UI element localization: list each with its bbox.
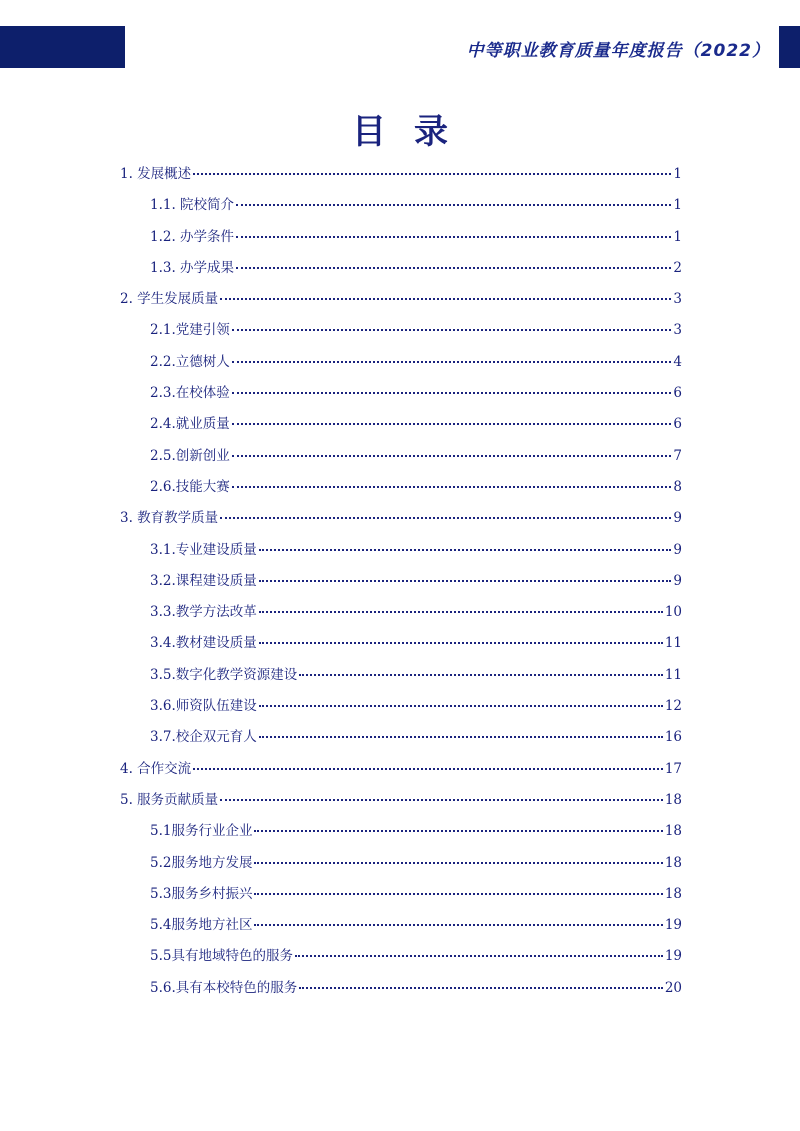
toc-entry-page-number: 1	[673, 228, 682, 245]
toc-entry-label: 3.6.师资队伍建设	[150, 698, 257, 715]
toc-entry-label: 1. 发展概述	[120, 166, 192, 182]
toc-entry-label: 5.6.具有本校特色的服务	[150, 979, 298, 996]
toc-dot-leader	[295, 955, 663, 957]
toc-entry[interactable]	[120, 694, 682, 725]
toc-dot-leader	[193, 173, 671, 175]
header-accent-block-right	[779, 26, 800, 68]
toc-entry[interactable]	[120, 569, 682, 600]
toc-dot-leader	[259, 580, 672, 582]
toc-entry-label: 1.3. 办学成果	[150, 259, 235, 276]
toc-dot-leader	[232, 455, 672, 457]
toc-entry[interactable]	[120, 350, 682, 381]
toc-entry[interactable]	[120, 944, 682, 975]
report-header-title: 中等职业教育质量年度报告（2022）	[466, 41, 770, 61]
toc-heading: 目录	[352, 112, 476, 152]
toc-entry[interactable]	[120, 256, 682, 287]
toc-entry-label: 3.4.教材建设质量	[150, 635, 257, 652]
toc-dot-leader	[254, 830, 662, 832]
toc-entry-page-number: 4	[673, 353, 682, 370]
toc-dot-leader	[236, 267, 671, 269]
toc-entry[interactable]	[120, 318, 682, 349]
toc-entry-page-number: 9	[673, 510, 682, 527]
toc-entry-label: 2.4.就业质量	[150, 416, 230, 433]
toc-entry-page-number: 12	[664, 698, 682, 715]
toc-dot-leader	[232, 392, 672, 394]
toc-entry-page-number: 20	[664, 979, 682, 996]
toc-entry-page-number: 11	[664, 666, 682, 683]
toc-dot-leader	[259, 642, 663, 644]
toc-entry[interactable]	[120, 412, 682, 443]
toc-dot-leader	[299, 674, 663, 676]
toc-entry-page-number: 2	[673, 259, 682, 276]
toc-entry[interactable]	[120, 631, 682, 662]
toc-entry-label: 2. 学生发展质量	[120, 291, 219, 308]
toc-entry[interactable]	[120, 600, 682, 631]
toc-entry-label: 1.2. 办学条件	[150, 228, 235, 245]
toc-entry[interactable]	[120, 663, 682, 694]
toc-entry-label: 2.6.技能大赛	[150, 478, 230, 495]
toc-entry-label: 1.1. 院校简介	[150, 197, 235, 214]
toc-dot-leader	[259, 611, 663, 613]
toc-entry-page-number: 3	[673, 322, 682, 339]
toc-entry-label: 5.1服务行业企业	[150, 823, 253, 840]
toc-dot-leader	[259, 705, 663, 707]
toc-dot-leader	[236, 236, 671, 238]
toc-dot-leader	[259, 736, 663, 738]
toc-entry-label: 3.5.数字化教学资源建设	[150, 666, 298, 683]
toc-dot-leader	[220, 298, 671, 300]
toc-entry[interactable]	[120, 225, 682, 256]
toc-dot-leader	[232, 423, 672, 425]
toc-entry-page-number: 9	[673, 541, 682, 558]
toc-dot-leader	[232, 486, 672, 488]
toc-entry-page-number: 18	[664, 823, 682, 840]
toc-entry[interactable]	[120, 851, 682, 882]
toc-entry[interactable]	[120, 162, 682, 193]
toc-entry[interactable]	[120, 788, 682, 819]
toc-entry-label: 3. 教育教学质量	[120, 510, 219, 527]
toc-entry[interactable]	[120, 444, 682, 475]
toc-entry-page-number: 19	[664, 917, 682, 934]
toc-dot-leader	[236, 204, 671, 206]
toc-entry-page-number: 19	[664, 948, 682, 965]
toc-entry-label: 2.2.立德树人	[150, 353, 230, 370]
toc-entry-page-number: 9	[673, 572, 682, 589]
toc-dot-leader	[232, 329, 672, 331]
toc-entry[interactable]	[120, 725, 682, 756]
toc-entry-page-number: 1	[673, 197, 682, 214]
toc-entry-page-number: 1	[673, 166, 682, 182]
toc-dot-leader	[232, 361, 672, 363]
toc-entry[interactable]	[120, 193, 682, 224]
toc-entry-page-number: 18	[664, 854, 682, 871]
toc-entry-label: 3.7.校企双元育人	[150, 729, 257, 746]
toc-dot-leader	[220, 517, 671, 519]
toc-entry[interactable]	[120, 287, 682, 318]
toc-entry-label: 5.5具有地域特色的服务	[150, 948, 293, 965]
toc-entry-page-number: 6	[673, 416, 682, 433]
toc-entry-label: 3.2.课程建设质量	[150, 572, 257, 589]
toc-entry[interactable]	[120, 506, 682, 537]
toc-entry-page-number: 8	[673, 478, 682, 495]
toc-dot-leader	[259, 549, 672, 551]
toc-entry[interactable]	[120, 475, 682, 506]
toc-entry-page-number: 11	[664, 635, 682, 652]
toc-entry[interactable]	[120, 976, 682, 1007]
toc-entry-page-number: 17	[664, 760, 682, 777]
toc-entry-label: 3.3.教学方法改革	[150, 604, 257, 621]
toc-entry-page-number: 16	[664, 729, 682, 746]
toc-entry-page-number: 3	[673, 291, 682, 308]
toc-entry-label: 5. 服务贡献质量	[120, 791, 219, 808]
toc-entry[interactable]	[120, 882, 682, 913]
toc-entry[interactable]	[120, 913, 682, 944]
toc-entry-label: 2.1.党建引领	[150, 322, 230, 339]
toc-entry-label: 5.3服务乡村振兴	[150, 885, 253, 902]
toc-entry-page-number: 7	[673, 447, 682, 464]
toc-entry-page-number: 18	[664, 791, 682, 808]
toc-entry-label: 4. 合作交流	[120, 760, 192, 777]
toc-entry[interactable]	[120, 381, 682, 412]
header-accent-block-left	[0, 26, 125, 68]
toc-dot-leader	[254, 893, 662, 895]
toc-dot-leader	[254, 862, 662, 864]
toc-entry-page-number: 10	[664, 604, 682, 621]
toc-entry-label: 2.3.在校体验	[150, 385, 230, 402]
toc-entry-label: 2.5.创新创业	[150, 447, 230, 464]
toc-entry[interactable]	[120, 819, 682, 850]
toc-entry-label: 5.2服务地方发展	[150, 854, 253, 871]
toc-entry-page-number: 18	[664, 885, 682, 902]
toc-entry[interactable]	[120, 757, 682, 788]
toc-entry-label: 5.4服务地方社区	[150, 917, 253, 934]
toc-entry[interactable]	[120, 538, 682, 569]
toc-dot-leader	[193, 768, 663, 770]
table-of-contents	[120, 162, 682, 1007]
toc-entry-page-number: 6	[673, 385, 682, 402]
toc-dot-leader	[254, 924, 662, 926]
toc-dot-leader	[220, 799, 663, 801]
toc-dot-leader	[299, 987, 663, 989]
toc-entry-label: 3.1.专业建设质量	[150, 541, 257, 558]
